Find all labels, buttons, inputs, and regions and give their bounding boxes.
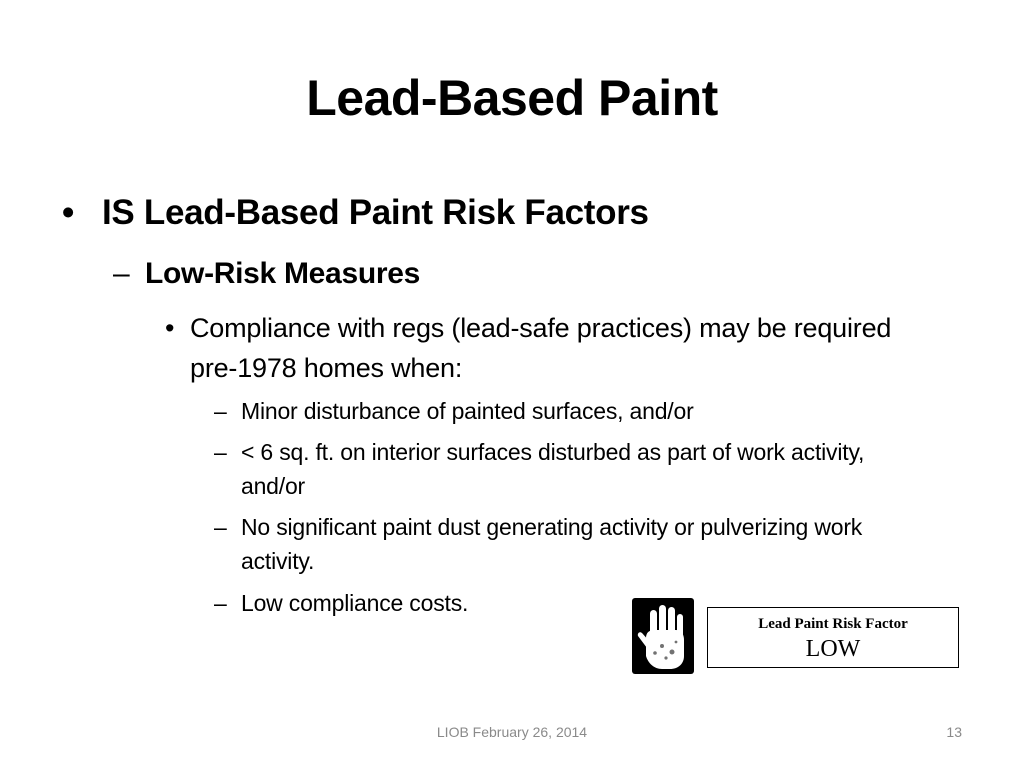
bullet-level4-item — [214, 435, 914, 503]
bullet-level4-text: No significant paint dust generating activity or pulverizing work activity. — [241, 514, 863, 574]
hand-icon — [632, 598, 694, 674]
bullet-level2-text: Low-Risk Measures — [145, 257, 420, 290]
bullet-level4-item — [214, 510, 914, 578]
bullet-level4-item — [214, 394, 914, 428]
slide-number: 13 — [946, 724, 962, 740]
dash-marker: – — [214, 398, 227, 424]
slide-title: Lead-Based Paint — [306, 70, 718, 126]
risk-factor-box — [707, 607, 959, 668]
footer-date: LIOB February 26, 2014 — [436, 724, 588, 740]
risk-factor-value: LOW — [805, 636, 861, 662]
bullet-level4-text: < 6 sq. ft. on interior surfaces disturbed as part of work activity, and/or — [241, 439, 865, 499]
dash-marker: – — [113, 257, 130, 290]
bullet-level3 — [165, 308, 905, 388]
dash-marker: – — [214, 439, 227, 465]
bullet-level3-text: Compliance with regs (lead-safe practices) may be required pre-1978 homes when: — [190, 313, 892, 383]
bullet-level4-text: Minor disturbance of painted surfaces, and/or — [241, 398, 694, 424]
bullet-level1-text: IS Lead-Based Paint Risk Factors — [102, 193, 649, 232]
bullet-marker: • — [62, 193, 74, 232]
bullet-level4-text: Low compliance costs. — [241, 590, 469, 616]
risk-factor-label: Lead Paint Risk Factor — [758, 616, 908, 632]
dash-marker: – — [214, 514, 227, 540]
dash-marker: – — [214, 590, 227, 616]
bullet-marker: • — [165, 313, 175, 343]
